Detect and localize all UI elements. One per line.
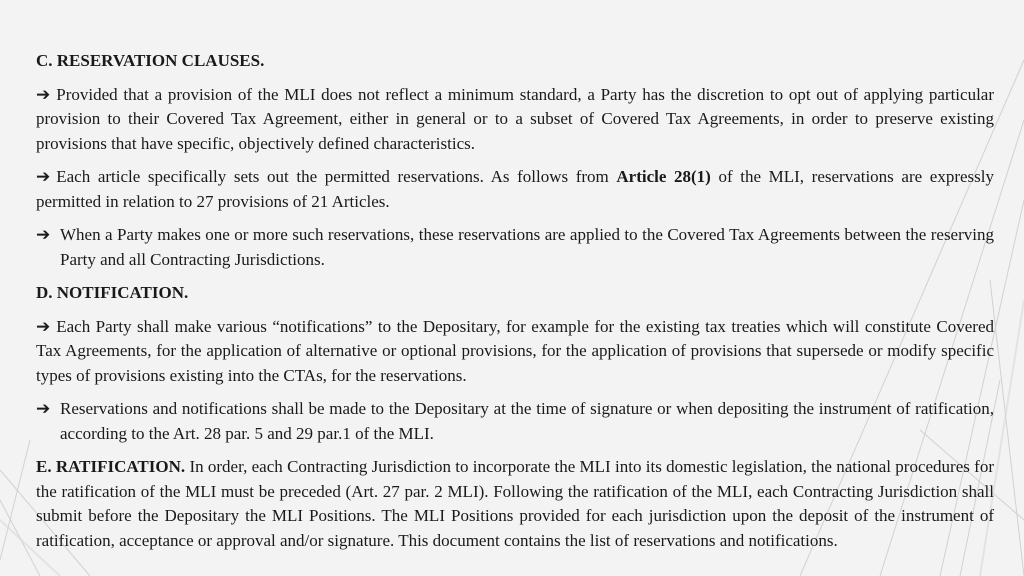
paragraph-text: Provided that a provision of the MLI does not reflect a minimum standard, a Party has the discretion to opt out of applying particular provision to their Covered Tax Agreement, either in general or to a subset of Covered Tax Agreements, in order to preserve existing provisions that have specific, objectively defined characteristics. <box>36 84 994 153</box>
heading-ratification: E. RATIFICATION. <box>36 457 186 476</box>
paragraph-text: When a Party makes one or more such reservations, these reservations are applied to the Covered Tax Agreements between the reserving Party and all Contracting Jurisdictions. <box>60 225 994 269</box>
article-reference: Article 28(1) <box>616 167 711 186</box>
paragraph-text: Each article specifically sets out the permitted reservations. As follows from <box>56 167 617 186</box>
arrow-right-icon: ➔ <box>36 225 51 244</box>
arrow-right-icon: ➔ <box>36 167 51 186</box>
paragraph-permitted-reservations <box>36 165 994 214</box>
paragraph-reservations-timing <box>36 397 994 446</box>
paragraph-text: Each Party shall make various “notifications” to the Depositary, for example for the existing tax treaties which will constitute Covered Tax Agreements, for the application of alternative or optional provisions, for the application of provisions that supersede or modify specific types of provisions existing into the CTAs, for the reservations. <box>36 316 994 385</box>
paragraph-notifications <box>36 315 994 389</box>
paragraph-text: of the MLI, reservations are expressly permitted in relation to 27 provisions of 21 Articles. <box>36 167 994 211</box>
arrow-right-icon: ➔ <box>36 316 51 336</box>
arrow-right-icon: ➔ <box>36 399 51 418</box>
arrow-right-icon: ➔ <box>36 84 51 104</box>
heading-notification: D. NOTIFICATION. <box>36 283 189 302</box>
paragraph-ratification <box>36 455 994 553</box>
paragraph-text: In order, each Contracting Jurisdiction to incorporate the MLI into its domestic legislation, the national procedures for the ratification of the MLI must be preceded (Art. 27 par. 2 MLI). Following the ratification of the MLI, each Contracting Jurisdiction shall submit before the Depositary the MLI Positions. The MLI Positions provided for each jurisdiction upon the deposit of the instrument of ratification, acceptance or approval and/or signature. This document contains the list of reservations and notifications. <box>36 457 994 550</box>
heading-reservation-clauses: C. RESERVATION CLAUSES. <box>36 51 265 70</box>
slide-content <box>36 49 994 562</box>
paragraph-reservation-discretion <box>36 83 994 157</box>
paragraph-reservations-applied <box>36 223 994 272</box>
paragraph-text: Reservations and notifications shall be made to the Depositary at the time of signature or when depositing the instrument of ratification, according to the Art. 28 par. 5 and 29 par.1 of the MLI. <box>60 399 994 443</box>
